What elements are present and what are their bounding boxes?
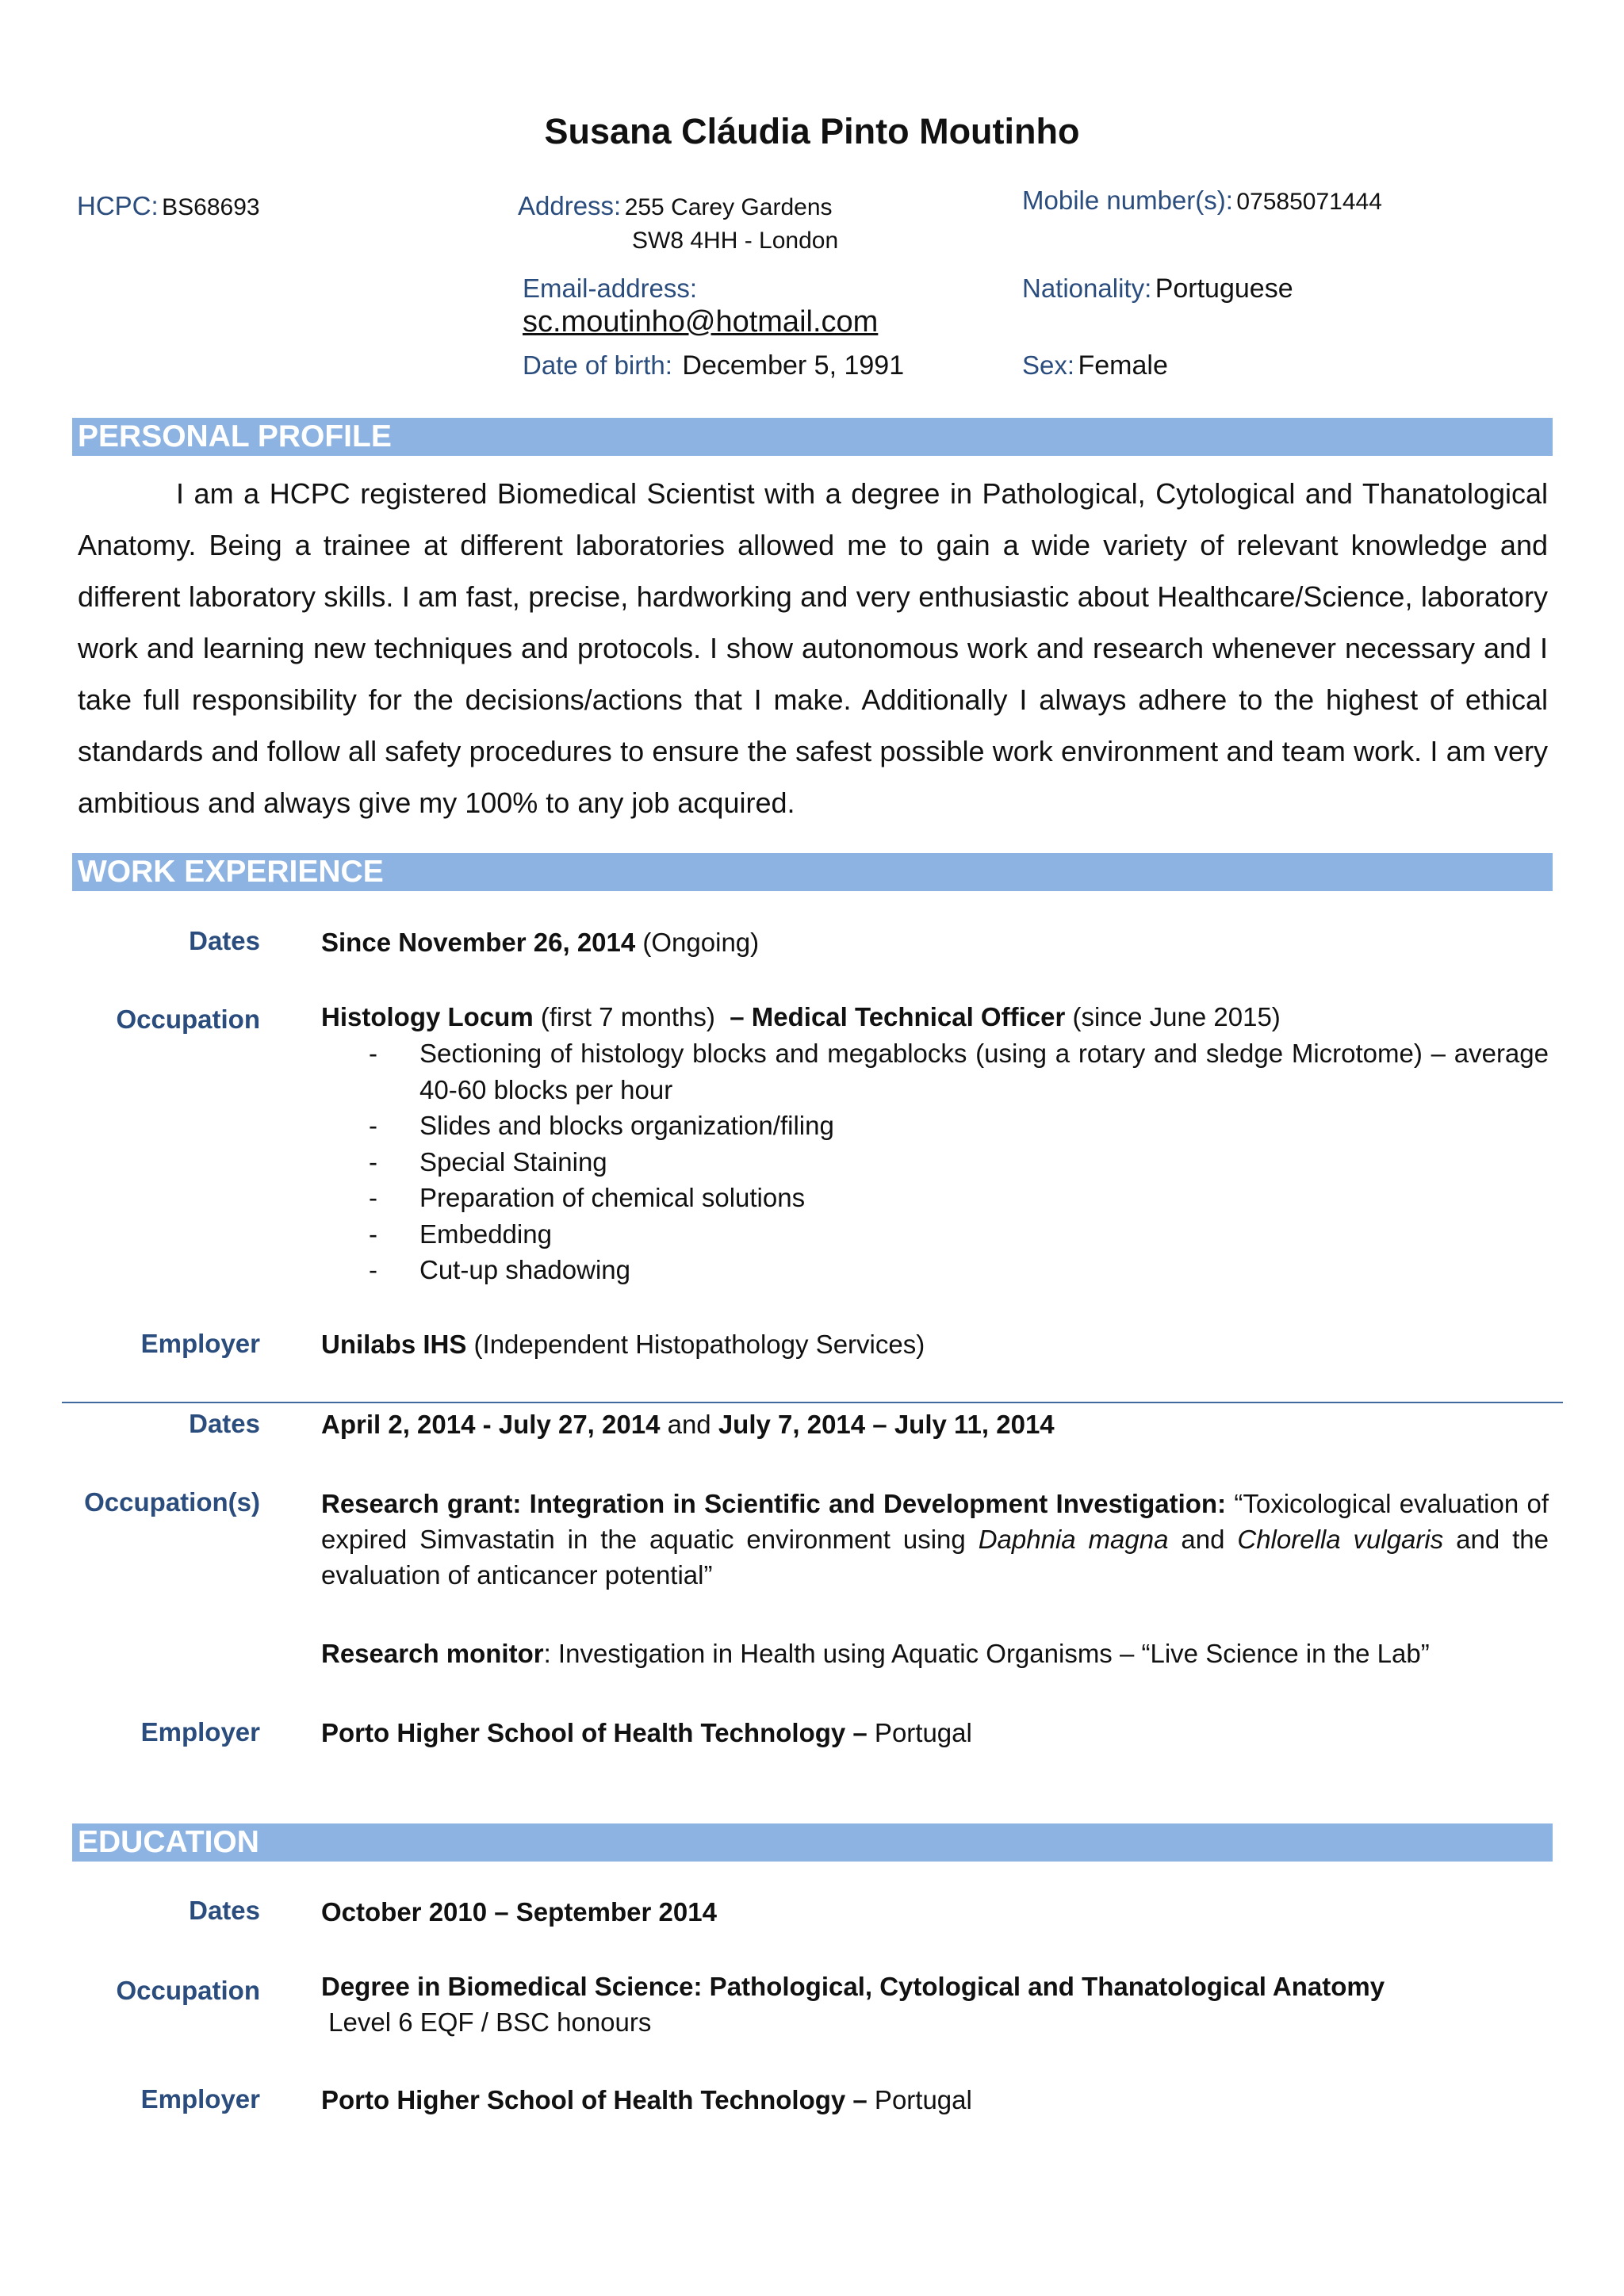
job2-grant-species-2: Chlorella vulgaris [1237, 1525, 1444, 1554]
edu-dates-label: Dates [189, 1896, 260, 1925]
list-item: - Slides and blocks organization/filing [321, 1108, 1549, 1144]
job2-occupation-label: Occupation(s) [84, 1487, 260, 1517]
job1-occupation-label: Occupation [116, 1004, 260, 1034]
job2-grant-text-2: and the evaluation of anticancer potential” [321, 1525, 1549, 1590]
nationality-field [1022, 274, 1293, 304]
edu-employer-name: Porto Higher School of Health Technology – [321, 2085, 868, 2114]
edu-employer-label: Employer [140, 2084, 260, 2114]
list-item: - Cut-up shadowing [321, 1252, 1549, 1288]
job2-employer-name: Porto Higher School of Health Technology – [321, 1718, 868, 1747]
nationality-value: Portuguese [1155, 274, 1293, 304]
dob-value: December 5, 1991 [682, 350, 905, 381]
address-field [518, 191, 833, 221]
edu-employer-country: Portugal [867, 2085, 972, 2114]
job2-research-grant [321, 1486, 1549, 1593]
hcpc-field [77, 191, 260, 221]
job1-title-1: Histology Locum [321, 1002, 534, 1031]
section-divider [62, 1402, 1563, 1403]
email-label: Email-address: [523, 274, 698, 303]
mobile-label: Mobile number(s): [1022, 186, 1233, 215]
section-header-education [72, 1823, 1553, 1862]
job2-dates-range-1: April 2, 2014 - July 27, 2014 [321, 1410, 661, 1439]
nationality-label: Nationality: [1022, 274, 1152, 303]
edu-occupation-label: Occupation [116, 1976, 260, 2005]
mobile-value: 07585071444 [1236, 189, 1382, 215]
job2-research-monitor [321, 1636, 1549, 1671]
job2-grant-title: Research grant: Integration in Scientific and Development Investigation: [321, 1489, 1227, 1518]
dob-field [523, 350, 904, 381]
section-header-work-experience [72, 853, 1553, 891]
section-title: EDUCATION [78, 1825, 259, 1859]
sex-field [1022, 350, 1168, 381]
job1-title-1-note: (first 7 months) [533, 1002, 730, 1031]
job1-title-2-note: (since June 2015) [1065, 1002, 1281, 1031]
section-header-personal-profile [72, 418, 1553, 456]
address-line1: 255 Carey Gardens [624, 194, 833, 220]
hcpc-label: HCPC: [77, 191, 159, 220]
job1-occupation [321, 999, 1549, 1035]
dob-label: Date of birth: [523, 350, 672, 380]
job2-grant-species-1: Daphnia magna [978, 1525, 1169, 1554]
sex-label: Sex: [1022, 350, 1075, 380]
edu-degree-level: Level 6 EQF / BSC honours [321, 2007, 652, 2037]
job2-employer [321, 1715, 1549, 1751]
edu-degree [321, 1969, 1549, 2040]
job2-employer-label: Employer [140, 1717, 260, 1747]
mobile-field [1022, 186, 1382, 216]
job2-dates [321, 1406, 1549, 1442]
edu-employer [321, 2082, 1549, 2118]
job1-dates-range: Since November 26, 2014 [321, 928, 636, 957]
profile-paragraph: I am a HCPC registered Biomedical Scientist with a degree in Pathological, Cytological and Thanatological Anatomy. Being a trainee at different laboratories allowed me to gain a wide variety of relevant knowledge and different laboratory skills. I am fast, precise, hardworking and very enthusiastic about Healthcare/Science, laboratory work and learning new techniques and protocols. I show autonomous work and research whenever necessary and I take full responsibility for the decisions/actions that I make. Additionally I always adhere to the highest of ethical standards and follow all safety procedures to ensure the safest possible work environment and team work. I am very ambitious and always give my 100% to any job acquired. [78, 477, 1548, 819]
sex-value: Female [1078, 350, 1168, 381]
list-item: - Sectioning of histology blocks and megablocks (using a rotary and sledge Microtome) – average 40-60 blocks per hour [321, 1035, 1549, 1108]
job1-employer-label: Employer [140, 1329, 260, 1358]
job1-duties-list [321, 1035, 1549, 1288]
job2-employer-country: Portugal [867, 1718, 972, 1747]
edu-dates [321, 1894, 1549, 1930]
job1-employer [321, 1326, 1549, 1362]
address-line2: SW8 4HH - London [632, 228, 839, 254]
job2-dates-label: Dates [189, 1409, 260, 1438]
cv-name: Susana Cláudia Pinto Moutinho [544, 111, 1080, 151]
section-title: PERSONAL PROFILE [78, 419, 392, 453]
email-link[interactable]: sc.moutinho@hotmail.com [523, 305, 879, 339]
job2-dates-and: and [660, 1410, 718, 1439]
list-item: - Preparation of chemical solutions [321, 1180, 1549, 1216]
edu-degree-title: Degree in Biomedical Science: Pathological, Cytological and Thanatological Anatomy [321, 1972, 1385, 2001]
job1-employer-detail: (Independent Histopathology Services) [466, 1330, 925, 1359]
job2-dates-range-2: July 7, 2014 – July 11, 2014 [718, 1410, 1055, 1439]
hcpc-value: BS68693 [162, 194, 260, 220]
job1-dates [321, 924, 1549, 960]
job1-dates-status: (Ongoing) [635, 928, 760, 957]
section-title: WORK EXPERIENCE [78, 855, 384, 889]
job2-monitor-title: Research monitor [321, 1639, 544, 1668]
address-label: Address: [518, 191, 622, 220]
edu-dates-range: October 2010 – September 2014 [321, 1897, 717, 1927]
job1-title-2: – Medical Technical Officer [730, 1002, 1066, 1031]
list-item: - Special Staining [321, 1144, 1549, 1181]
job2-monitor-text: : Investigation in Health using Aquatic Organisms – “Live Science in the Lab” [543, 1639, 1430, 1668]
job2-grant-text-1: “Toxicological evaluation of expired Simvastatin in the aquatic environment using [321, 1489, 1549, 1554]
job1-dates-label: Dates [189, 926, 260, 955]
job1-employer-name: Unilabs IHS [321, 1330, 467, 1359]
list-item: - Embedding [321, 1216, 1549, 1253]
job2-grant-and: and [1168, 1525, 1238, 1554]
